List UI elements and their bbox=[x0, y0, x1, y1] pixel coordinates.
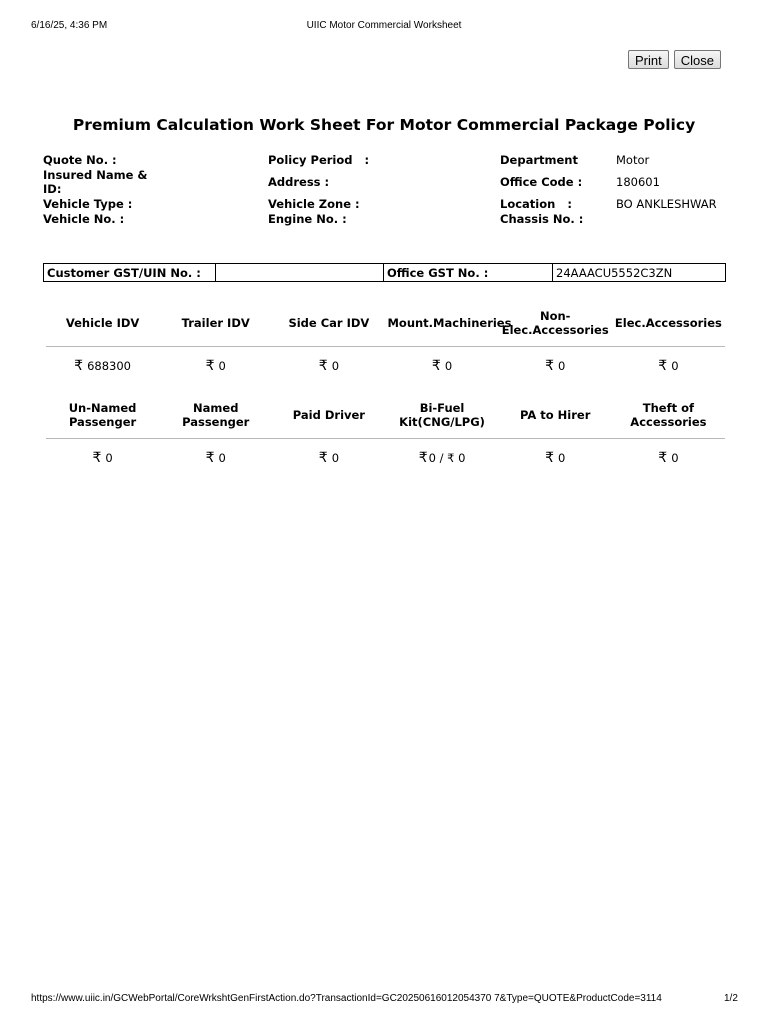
table-header: Bi-Fuel Kit(CNG/LPG) bbox=[385, 393, 498, 438]
page-title: Premium Calculation Work Sheet For Motor Commercial Package Policy bbox=[72, 116, 696, 134]
policy-period-label: Policy Period : bbox=[268, 153, 370, 167]
table-cell: ₹ 0 bbox=[205, 450, 226, 467]
rupee-icon: ₹ bbox=[318, 357, 328, 374]
table-header: Named Passenger bbox=[159, 393, 272, 438]
table-cell: ₹ 0 bbox=[205, 357, 226, 374]
department-value: Motor bbox=[616, 153, 650, 167]
rupee-icon: ₹ bbox=[318, 450, 328, 467]
document-title: UIIC Motor Commercial Worksheet bbox=[306, 20, 462, 31]
gst-table bbox=[43, 263, 726, 282]
table-cell: ₹ 0 bbox=[92, 450, 113, 467]
table-cell: ₹ 0 bbox=[545, 357, 566, 374]
table-header: PA to Hirer bbox=[499, 393, 612, 438]
table-header: Mount.Machineries bbox=[385, 300, 498, 346]
table-header: Vehicle IDV bbox=[46, 300, 159, 346]
page-url: https://www.uiic.in/GCWebPortal/CoreWrkshtGenFirstAction.do?TransactionId=GC20250616012054370 7&Type=QUOTE&ProductCode=3114 bbox=[31, 993, 662, 1004]
office-gst-value: 24AAACU5552C3ZN bbox=[553, 264, 726, 282]
quote-no-label: Quote No. : bbox=[43, 153, 117, 167]
table-header: Un-Named Passenger bbox=[46, 393, 159, 438]
table-header: Elec.Accessories bbox=[612, 300, 725, 346]
table-cell: ₹ 0 bbox=[431, 357, 453, 374]
rupee-icon: ₹ bbox=[658, 357, 668, 374]
vehicle-type-label: Vehicle Type : bbox=[43, 197, 133, 211]
table-cell: ₹ 0 bbox=[318, 450, 340, 467]
table-cell: ₹ 688300 bbox=[74, 357, 131, 374]
close-button[interactable]: Close bbox=[674, 50, 721, 69]
address-label: Address : bbox=[268, 175, 330, 189]
table-header: Trailer IDV bbox=[159, 300, 272, 346]
action-buttons bbox=[628, 50, 721, 69]
location-label: Location : bbox=[500, 197, 572, 211]
office-code-value: 180601 bbox=[616, 175, 660, 189]
addon-table bbox=[46, 393, 725, 478]
table-cell: ₹0 / ₹ 0 bbox=[418, 450, 466, 467]
rupee-icon: ₹ bbox=[205, 450, 215, 467]
office-code-label: Office Code : bbox=[500, 175, 583, 189]
rupee-icon: ₹ bbox=[545, 357, 554, 374]
insured-name-label: Insured Name & ID: bbox=[43, 168, 148, 196]
department-label: Department bbox=[500, 153, 578, 167]
customer-gst-value bbox=[216, 264, 384, 282]
rupee-icon: ₹ bbox=[74, 357, 84, 374]
engine-no-label: Engine No. : bbox=[268, 212, 347, 226]
vehicle-zone-label: Vehicle Zone : bbox=[268, 197, 360, 211]
print-button[interactable]: Print bbox=[628, 50, 669, 69]
table-cell: ₹ 0 bbox=[318, 357, 340, 374]
rupee-icon: ₹ bbox=[545, 450, 554, 467]
vehicle-no-label: Vehicle No. : bbox=[43, 212, 125, 226]
table-header-part: Elec.Accessories bbox=[501, 322, 609, 337]
rupee-icon: ₹ bbox=[658, 450, 668, 467]
table-header: Non- Elec.Accessories bbox=[499, 300, 612, 346]
table-header: Theft of Accessories bbox=[612, 393, 725, 438]
chassis-no-label: Chassis No. : bbox=[500, 212, 584, 226]
table-cell: ₹ 0 bbox=[545, 450, 566, 467]
print-datetime: 6/16/25, 4:36 PM bbox=[31, 20, 108, 31]
rupee-icon: ₹ bbox=[205, 357, 215, 374]
table-cell: ₹ 0 bbox=[658, 357, 679, 374]
table-cell: ₹ 0 bbox=[658, 450, 679, 467]
customer-gst-label: Customer GST/UIN No. : bbox=[44, 264, 216, 282]
table-header: Side Car IDV bbox=[272, 300, 385, 346]
rupee-icon: ₹ bbox=[431, 357, 441, 374]
table-header: Paid Driver bbox=[272, 393, 385, 438]
rupee-icon: ₹ bbox=[418, 450, 428, 467]
location-value: BO ANKLESHWAR bbox=[616, 197, 717, 211]
office-gst-label: Office GST No. : bbox=[384, 264, 553, 282]
idv-table bbox=[46, 300, 725, 385]
rupee-icon: ₹ bbox=[92, 450, 102, 467]
page-number: 1/2 bbox=[724, 993, 738, 1004]
